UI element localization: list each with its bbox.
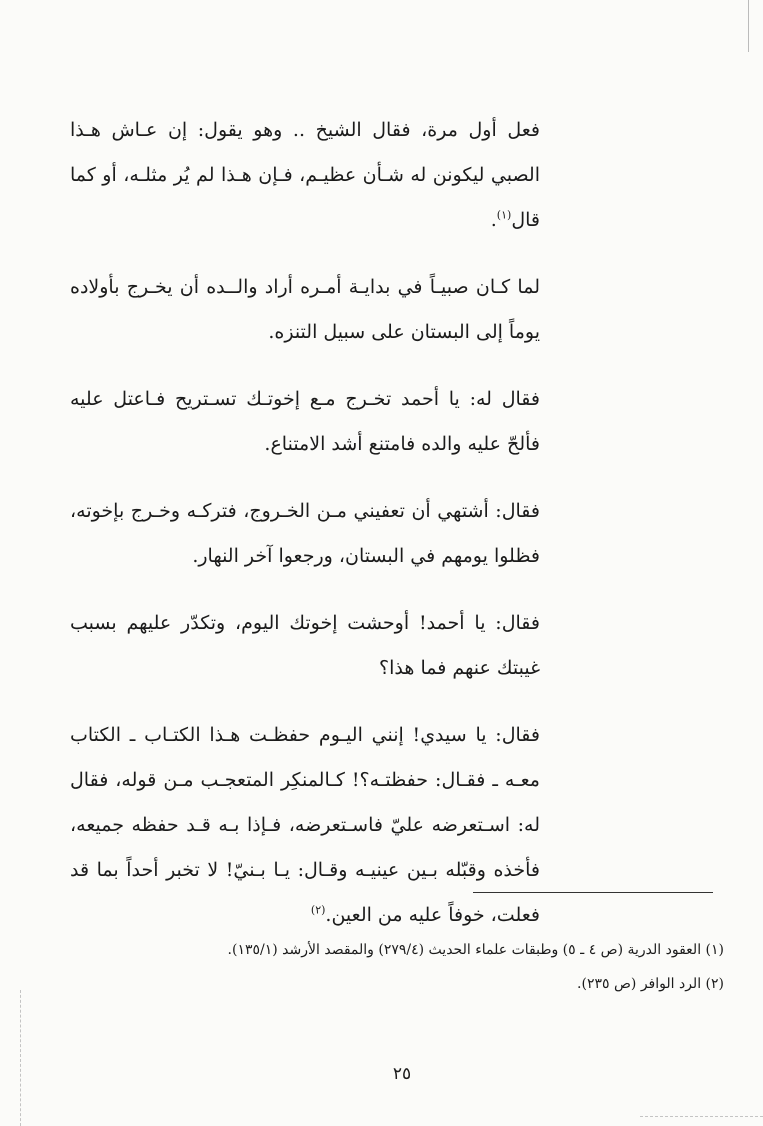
footnote-ref-1[interactable]: (١) — [496, 208, 512, 222]
paragraph-5: فقال: يا أحمد! أوحشت إخوتك اليوم، وتكدّر عليهم بسبب غيبتك عنهم فما هذا؟ — [70, 612, 540, 679]
scan-edge-bottom — [640, 1116, 763, 1117]
footnote-1: (١) العقود الدرية (ص ٤ ـ ٥) وطبقات علماء الحديث (٢٧٩/٤) والمقصد الأرشد (١٣٥/١). — [227, 942, 724, 958]
paragraph-1-tail: . — [490, 209, 497, 231]
paragraph-1-text: فعل أول مرة، فقال الشيخ .. وهو يقول: إن عـاش هـذا الصبي ليكونن له شـأن عظيـم، فـإن هـذا لم يُر مثلـه، أو كما قال — [70, 119, 540, 231]
footnote-2: (٢) الرد الوافر (ص ٢٣٥). — [577, 976, 724, 992]
paragraph-2: لما كـان صبيـاً في بدايـة أمـره أراد والــده أن يخـرج بأولاده يوماً إلى البستان على سبيل التنزه. — [70, 276, 540, 343]
page-number: ٢٥ — [392, 1064, 412, 1084]
paragraph-3: فقال له: يا أحمد تخـرج مـع إخوتـك تسـتريح فـاعتل عليه فألحّ عليه والده فامتنع أشد الامتناع. — [70, 388, 540, 455]
footnote-ref-2[interactable]: (٢) — [310, 903, 326, 917]
scan-edge-left — [20, 990, 21, 1126]
main-text — [70, 108, 540, 938]
paragraph-6 — [70, 713, 540, 938]
paragraph-6-text: فقال: يا سيدي! إنني اليـوم حفظـت هـذا الكتـاب ـ الكتاب معـه ـ فقـال: حفظتـه؟! كـالمنكِر المتعجـب مـن قوله، فقال له: اسـتعرضه عليّ فاسـتعرضه، فـإذا بـه قـد حفظه جميعه، فأخذه وقبّله بـين عينيـه وقـال: يـا بـنيّ! لا تخبر أحداً بما قد فعلت، خوفاً عليه من العين. — [70, 724, 540, 926]
footnote-separator — [473, 892, 713, 893]
paragraph-4: فقال: أشتهي أن تعفيني مـن الخـروج، فتركـه وخـرج بإخوته، فظلوا يومهم في البستان، ورجعوا آخر النهار. — [70, 500, 540, 567]
footnotes — [60, 933, 724, 1001]
scan-edge-right — [748, 0, 749, 52]
paragraph-1 — [70, 108, 540, 243]
